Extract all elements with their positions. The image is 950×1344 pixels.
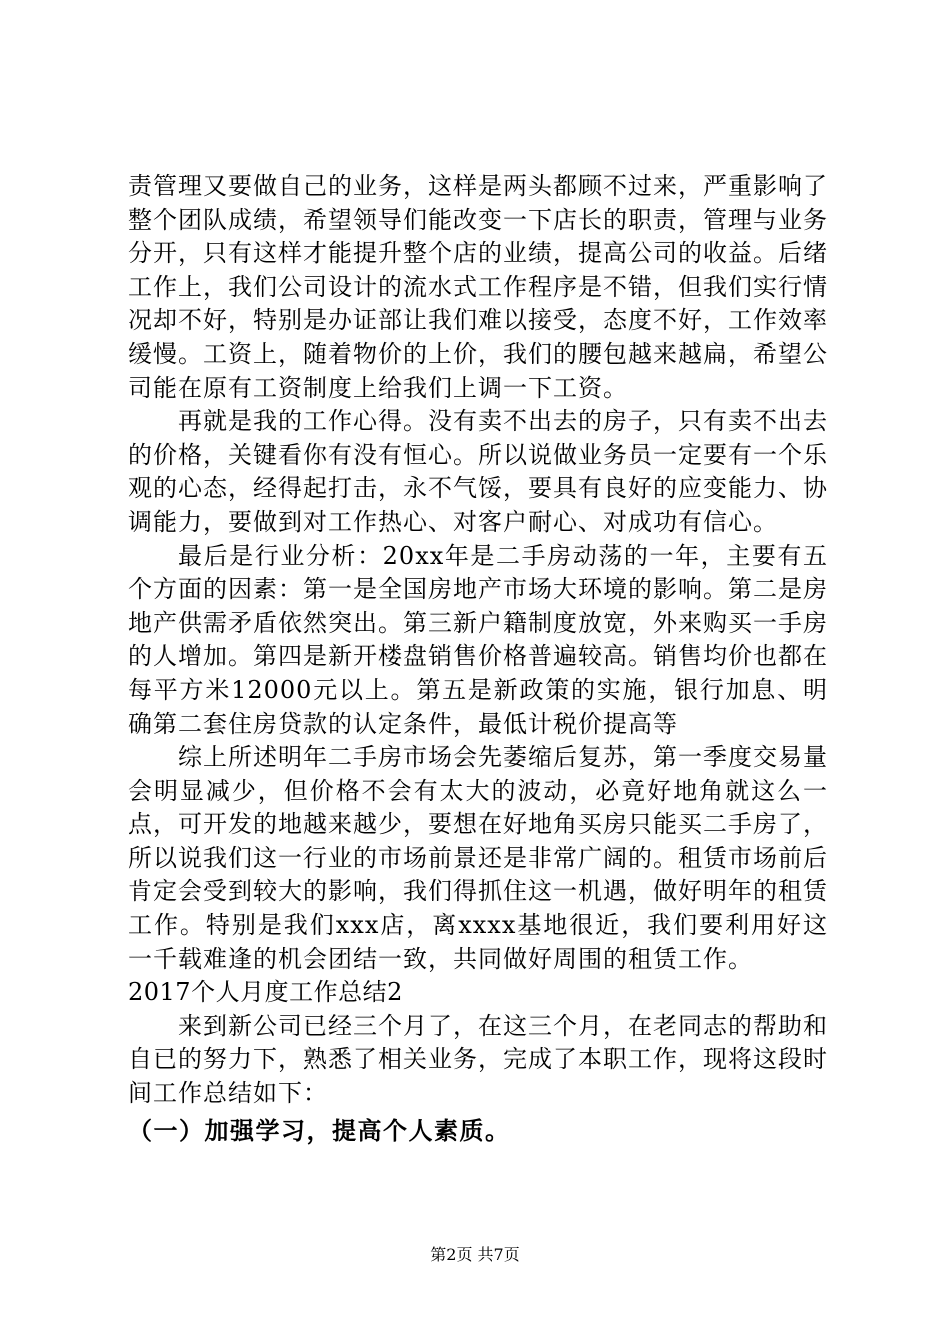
paragraph-manager-duties: 责管理又要做自己的业务，这样是两头都顾不过来，严重影响了整个团队成绩，希望领导们能改变一下店长的职责，管理与业务分开，只有这样才能提升整个店的业绩，提高公司的收益。后绪工作上，我们公司设计的流水式工作程序是不错，但我们实行情况却不好，特别是办证部让我们难以接受，态度不好，工作效率缓慢。工资上，随着物价的上价，我们的腰包越来越扁，希望公司能在原有工资制度上给我们上调一下工资。 [128, 172, 828, 402]
paragraph-industry-analysis: 最后是行业分析：20xx年是二手房动荡的一年，主要有五个方面的因素：第一是全国房地产市场大环境的影响。第二是房地产供需矛盾依然突出。第三新户籍制度放宽，外来购买一手房的人增加。第四是新开楼盘销售价格普遍较高。销售均价也都在每平方米12000元以上。第五是新政策的实施，银行加息、明确第二套住房贷款的认定条件，最低计税价提高等 [128, 541, 828, 738]
paragraph-market-outlook: 综上所述明年二手房市场会先萎缩后复苏，第一季度交易量会明显减少，但价格不会有太大的波动，必竟好地角就这么一点，可开发的地越来越少，要想在好地角买房只能买二手房了，所以说我们这一行业的市场前景还是非常广阔的。租赁市场前后肯定会受到较大的影响，我们得抓住这一机遇，做好明年的租赁工作。特别是我们xxx店，离xxxx基地很近，我们要利用好这一千载难逢的机会团结一致，共同做好周围的租赁工作。 [128, 743, 828, 973]
page-footer [0, 1244, 950, 1266]
document-body [128, 170, 828, 1151]
paragraph-work-experience: 再就是我的工作心得。没有卖不出去的房子，只有卖不出去的价格，关键看你有没有恒心。所以说做业务员一定要有一个乐观的心态，经得起打击，永不气馁，要具有良好的应变能力、协调能力，要做到对工作热心、对客户耐心、对成功有信心。 [128, 407, 828, 536]
section-subtitle: 2017个人月度工作总结2 [128, 978, 403, 1007]
page-number-label: 第2页 共7页 [430, 1245, 520, 1264]
section-heading-study: （一）加强学习，提高个人素质。 [128, 1116, 511, 1145]
paragraph-new-company-intro: 来到新公司已经三个月了，在这三个月，在老同志的帮助和自已的努力下，熟悉了相关业务，完成了本职工作，现将这段时间工作总结如下： [128, 1011, 828, 1108]
